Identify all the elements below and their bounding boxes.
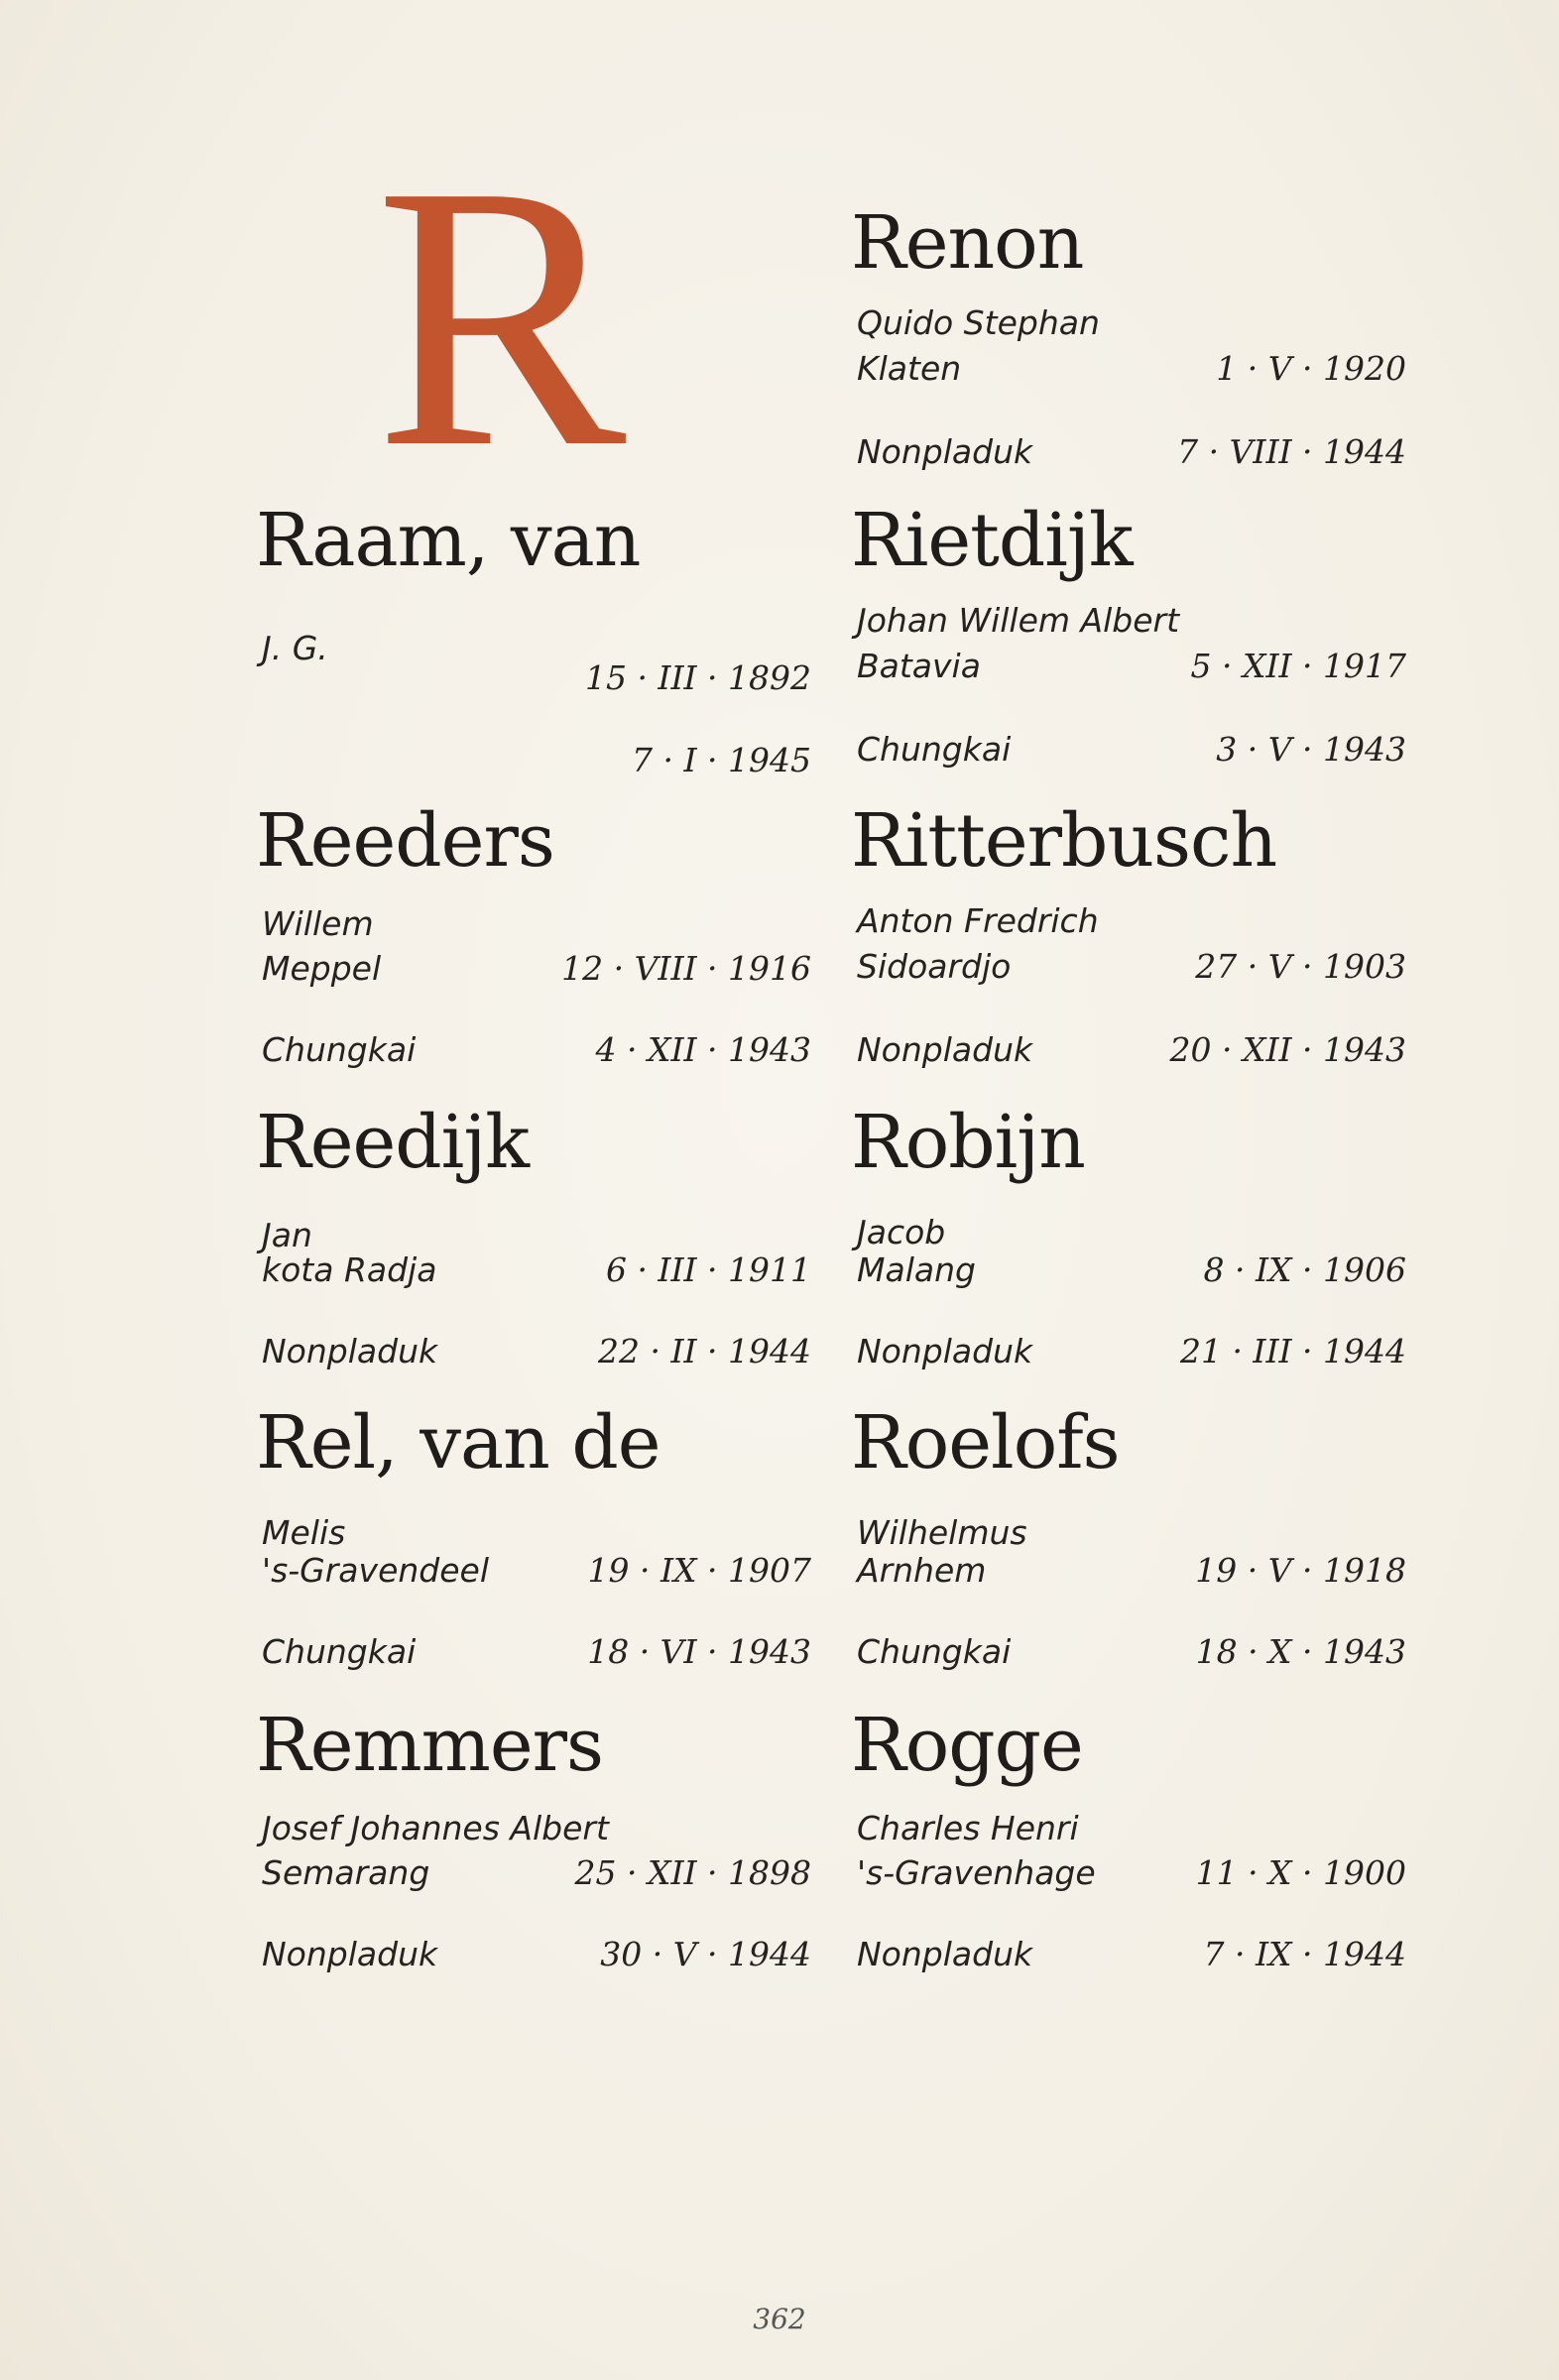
given-names: Melis bbox=[262, 1513, 346, 1552]
death-place: Chungkai bbox=[262, 1632, 417, 1671]
surname: Robijn bbox=[851, 1100, 1085, 1185]
drop-cap-letter: R bbox=[375, 108, 627, 526]
death-date: 22 · II · 1944 bbox=[598, 1332, 811, 1370]
death-date: 7 · IX · 1944 bbox=[1203, 1935, 1406, 1973]
given-names: Anton Fredrich bbox=[857, 901, 1099, 940]
birth-place: Meppel bbox=[262, 949, 382, 988]
death-date: 21 · III · 1944 bbox=[1179, 1332, 1406, 1370]
surname: Reedijk bbox=[256, 1100, 530, 1185]
given-names: Johan Willem Albert bbox=[857, 601, 1180, 640]
entry-rogge bbox=[851, 1703, 1406, 2003]
death-date: 7 · VIII · 1944 bbox=[1177, 432, 1406, 471]
given-names: Jacob bbox=[857, 1213, 946, 1251]
surname: Remmers bbox=[256, 1703, 603, 1788]
surname: Rel, van de bbox=[256, 1400, 660, 1486]
birth-date: 11 · X · 1900 bbox=[1195, 1853, 1406, 1892]
entry-reedijk bbox=[256, 1100, 811, 1400]
given-names: Willem bbox=[262, 904, 374, 943]
entry-reeders bbox=[256, 798, 811, 1099]
birth-date: 19 · IX · 1907 bbox=[587, 1551, 811, 1590]
death-date: 7 · I · 1945 bbox=[632, 741, 811, 779]
surname: Ritterbusch bbox=[851, 798, 1277, 884]
death-place: Nonpladuk bbox=[262, 1332, 438, 1370]
entry-raam bbox=[256, 498, 811, 798]
birth-date: 12 · VIII · 1916 bbox=[561, 949, 811, 988]
death-place: Chungkai bbox=[857, 1632, 1012, 1671]
given-names: Jan bbox=[262, 1216, 312, 1254]
birth-date: 5 · XII · 1917 bbox=[1190, 647, 1406, 685]
death-place: Nonpladuk bbox=[262, 1935, 438, 1973]
entry-rietdijk bbox=[851, 498, 1406, 798]
death-place: Chungkai bbox=[262, 1030, 417, 1069]
birth-place: Arnhem bbox=[857, 1551, 987, 1590]
surname: Reeders bbox=[256, 798, 554, 884]
birth-date: 27 · V · 1903 bbox=[1195, 947, 1406, 986]
birth-place: Sidoardjo bbox=[857, 947, 1012, 986]
entry-ritterbusch bbox=[851, 798, 1406, 1099]
birth-place: Batavia bbox=[857, 647, 981, 685]
given-names: Wilhelmus bbox=[857, 1513, 1027, 1552]
death-date: 30 · V · 1944 bbox=[600, 1935, 811, 1973]
surname: Raam, van bbox=[256, 498, 641, 583]
death-date: 3 · V · 1943 bbox=[1216, 730, 1406, 769]
death-place: Nonpladuk bbox=[857, 1332, 1033, 1370]
entry-rel-van-de bbox=[256, 1400, 811, 1701]
birth-place: kota Radja bbox=[262, 1250, 437, 1289]
death-place: Chungkai bbox=[857, 730, 1012, 769]
surname: Roelofs bbox=[851, 1400, 1120, 1486]
birth-date: 15 · III · 1892 bbox=[584, 658, 811, 697]
surname: Rietdijk bbox=[851, 498, 1133, 583]
page-number: 362 bbox=[753, 2303, 806, 2335]
death-date: 4 · XII · 1943 bbox=[595, 1030, 811, 1069]
given-names: Charles Henri bbox=[857, 1809, 1079, 1847]
birth-date: 6 · III · 1911 bbox=[605, 1250, 811, 1289]
birth-date: 25 · XII · 1898 bbox=[574, 1853, 811, 1892]
given-names: Josef Johannes Albert bbox=[262, 1809, 609, 1847]
death-date: 18 · X · 1943 bbox=[1195, 1632, 1406, 1671]
death-date: 18 · VI · 1943 bbox=[587, 1632, 811, 1671]
given-names: Quido Stephan bbox=[857, 303, 1100, 342]
birth-place: Klaten bbox=[857, 349, 962, 388]
birth-place: Semarang bbox=[262, 1853, 430, 1892]
death-place: Nonpladuk bbox=[857, 1030, 1033, 1069]
birth-date: 19 · V · 1918 bbox=[1195, 1551, 1406, 1590]
birth-place: 's-Gravenhage bbox=[857, 1853, 1096, 1892]
birth-date: 1 · V · 1920 bbox=[1216, 349, 1406, 388]
entry-renon bbox=[851, 200, 1406, 501]
given-names: J. G. bbox=[262, 629, 328, 667]
surname: Rogge bbox=[851, 1703, 1083, 1788]
entry-roelofs bbox=[851, 1400, 1406, 1701]
death-place: Nonpladuk bbox=[857, 432, 1033, 471]
entry-robijn bbox=[851, 1100, 1406, 1400]
birth-date: 8 · IX · 1906 bbox=[1203, 1250, 1406, 1289]
birth-place: Malang bbox=[857, 1250, 976, 1289]
birth-place: 's-Gravendeel bbox=[262, 1551, 490, 1590]
surname: Renon bbox=[851, 200, 1084, 286]
death-place: Nonpladuk bbox=[857, 1935, 1033, 1973]
death-date: 20 · XII · 1943 bbox=[1169, 1030, 1406, 1069]
entry-remmers bbox=[256, 1703, 811, 2003]
